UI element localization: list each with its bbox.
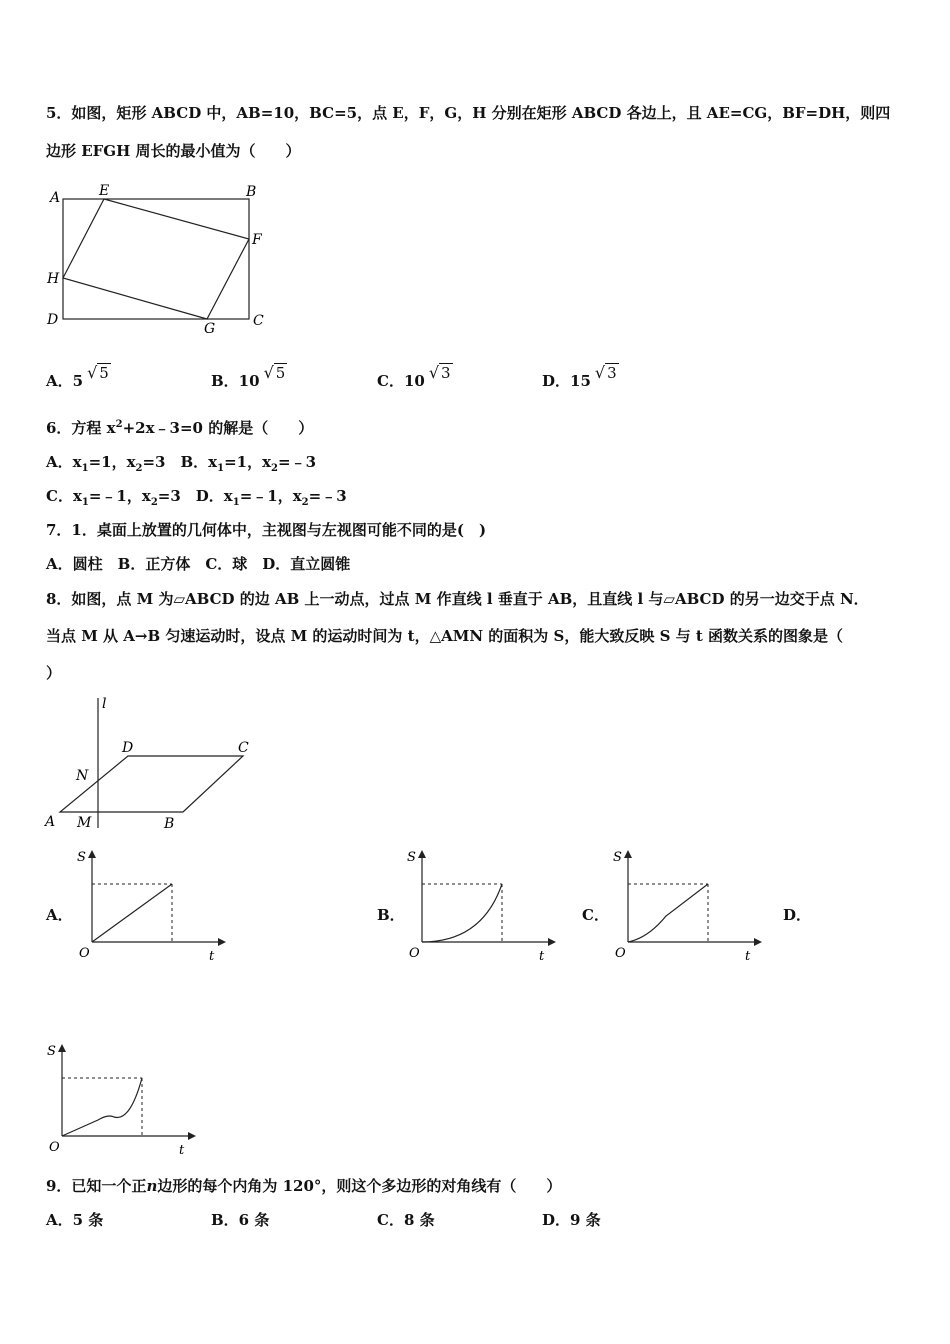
q8-label-m: M <box>77 815 92 831</box>
q9-option-a[interactable]: A．5 条 <box>46 1211 104 1229</box>
q8-option-c[interactable]: C． <box>582 906 609 924</box>
q5-option-d-label: D．15 <box>542 372 591 390</box>
q9-option-d[interactable]: D．9 条 <box>542 1211 601 1229</box>
q5-option-b-label: B．10 <box>211 372 260 390</box>
q6-stem: 6．方程 $x^2+2x﹣3=0$ 的解是（ ） <box>46 419 314 437</box>
svg-text:t: t <box>179 1143 185 1158</box>
q8-option-d[interactable]: D． <box>783 906 812 924</box>
sqrt-icon: √ 5 <box>87 363 109 382</box>
q5-option-d[interactable] <box>542 363 619 391</box>
q6-options-ab[interactable]: A．$x_1=1$，$x_2=3$ B．$x_1=1$，$x_2=﹣3$ <box>46 453 317 474</box>
q5-stem-line1: 5．如图，矩形 ABCD 中，AB=10，BC=5，点 E，F，G，H 分别在矩形 ABCD 各边上，且 AE=CG，BF=DH，则四 <box>46 104 891 122</box>
svg-text:O: O <box>409 946 420 961</box>
q5-label-h: H <box>47 271 60 287</box>
svg-text:O: O <box>79 946 90 961</box>
q8-label-n: N <box>76 768 89 784</box>
sqrt-icon: √ 3 <box>428 363 451 382</box>
sqrt-icon: √ 3 <box>594 363 617 382</box>
q8-stem-line3: ） <box>46 664 62 682</box>
q8-option-b[interactable]: B． <box>377 906 405 924</box>
svg-text:O: O <box>615 946 626 961</box>
sqrt-icon: √ 5 <box>263 363 286 382</box>
svg-text:O: O <box>49 1140 60 1155</box>
q5-label-a: A <box>50 190 61 206</box>
q7-options[interactable]: A．圆柱 B．正方体 C．球 D．直立圆锥 <box>46 555 351 573</box>
q8-label-a: A <box>45 814 56 830</box>
q5-option-a-label: A．5 <box>46 372 84 390</box>
svg-text:S: S <box>47 1044 56 1059</box>
q8-label-c: C <box>238 740 249 756</box>
q5-stem-line2: 边形 EFGH 周长的最小值为（ ） <box>46 142 301 160</box>
q9-stem: 9．已知一个正n边形的每个内角为 120°，则这个多边形的对角线有（ ） <box>46 1177 562 1195</box>
q5-option-a[interactable] <box>46 363 111 391</box>
q8-parallelogram-figure <box>40 690 260 840</box>
svg-text:t: t <box>539 949 545 964</box>
q5-label-e: E <box>99 183 110 199</box>
q5-label-c: C <box>253 313 264 329</box>
q5-option-b[interactable] <box>211 363 287 391</box>
svg-text:S: S <box>77 850 86 865</box>
q5-option-c-label: C．10 <box>377 372 425 390</box>
q8-graph-c <box>608 846 768 964</box>
q5-label-g: G <box>204 321 216 337</box>
svg-text:S: S <box>407 850 416 865</box>
q5-label-d: D <box>47 312 59 328</box>
svg-text:t: t <box>745 949 751 964</box>
svg-text:t: t <box>209 949 215 964</box>
q8-graph-a <box>72 846 232 964</box>
q5-label-f: F <box>252 232 262 248</box>
q8-graph-d <box>42 1040 202 1158</box>
q7-stem: 7．1．桌面上放置的几何体中，主视图与左视图可能不同的是( ) <box>46 521 487 539</box>
q8-stem-line1: 8．如图，点 M 为▱ABCD 的边 AB 上一动点，过点 M 作直线 l 垂直于 AB，且直线 l 与▱ABCD 的另一边交于点 N． <box>46 590 869 608</box>
q8-label-l: l <box>102 696 107 712</box>
q5-label-b: B <box>246 184 257 200</box>
q8-label-d: D <box>122 740 134 756</box>
q8-stem-line2: 当点 M 从 A→B 匀速运动时，设点 M 的运动时间为 t，△AMN 的面积为 S，能大致反映 S 与 t 函数关系的图象是（ <box>46 627 843 645</box>
svg-text:S: S <box>613 850 622 865</box>
q8-option-a[interactable]: A． <box>46 906 73 924</box>
q9-option-c[interactable]: C．8 条 <box>377 1211 435 1229</box>
q5-option-c[interactable] <box>377 363 453 391</box>
q8-graph-b <box>402 846 562 964</box>
q6-options-cd[interactable]: C．$x_1=﹣1$，$x_2=3$ D．$x_1=﹣1$，$x_2=﹣3$ <box>46 487 347 508</box>
q9-option-b[interactable]: B．6 条 <box>211 1211 270 1229</box>
q5-rectangle-figure <box>44 180 274 340</box>
q8-label-b: B <box>164 816 175 832</box>
